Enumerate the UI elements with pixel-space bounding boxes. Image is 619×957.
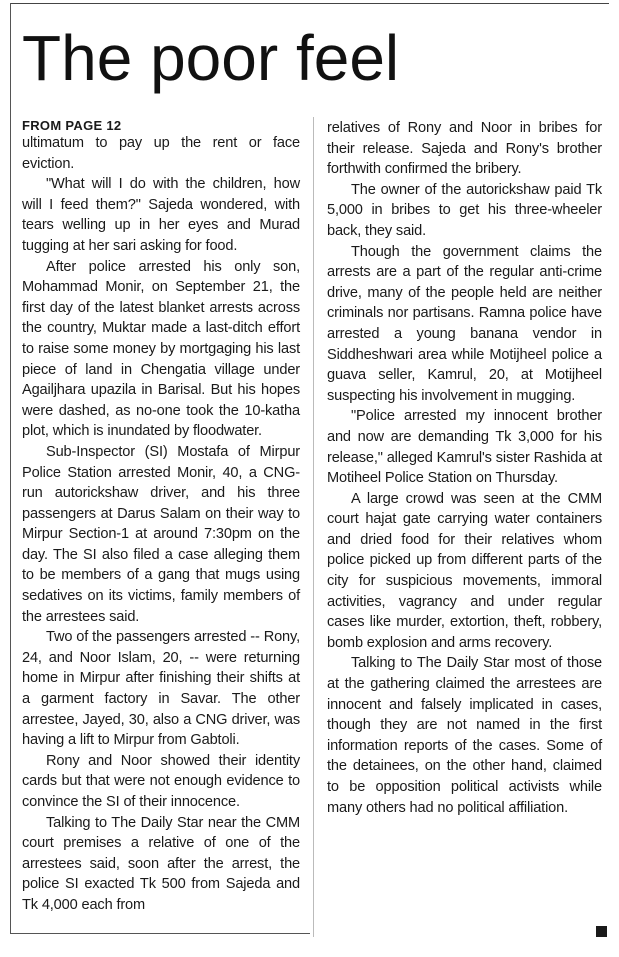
paragraph: ultimatum to pay up the rent or face eviction. [22,135,300,172]
headline: The poor feel [22,22,400,94]
paragraph: Two of the passengers arrested -- Rony, 24, and Noor Islam, 20, -- were returning home in Mirpur after finishing their shifts at a garment factory in Savar. The other arrestee, Jayed, 30, also a CNG driver, was having a lift to Mirpur from Gabtoli. [22,629,300,749]
paragraph: The owner of the autorickshaw paid Tk 5,000 in bribes to get his three-wheeler back, they said. [327,181,602,239]
paragraph: Sub-Inspector (SI) Mostafa of Mirpur Police Station arrested Monir, 40, a CNG-run autorickshaw driver, and his three passengers at Darus Salam on their way to Mirpur Section-1 at around 7:30pm on the day. The SI also filed a case alleging them to be members of a gang that mugs using sedatives on its victims, family members of the arrestees said. [22,443,300,625]
bottom-rule [10,933,310,934]
paragraph: "What will I do with the children, how will I feed them?" Sajeda wondered, with tears welling up in her eyes and Murad tugging at her sari asking for food. [22,176,300,254]
paragraph: Talking to The Daily Star most of those at the gathering claimed the arrestees are innocent and falsely implicated in cases, though they are not named in the first information reports of the cases. Some of the detainees, on the other hand, claimed to be opposition political activists while many others had no political affiliation. [327,655,602,816]
end-of-story-mark [596,926,607,937]
continuation-kicker: FROM PAGE 12 [22,118,122,133]
left-column [22,117,300,916]
paragraph: "Police arrested my innocent brother and now are demanding Tk 3,000 for his release," alleged Kamrul's sister Rashida at Motiheel Police Station on Thursday. [327,408,602,487]
column-divider [313,117,314,937]
paragraph: A large crowd was seen at the CMM court hajat gate carrying water containers and dried food for their relatives whom police picked up from different parts of the city for suspicious movements, immoral activities, vagrancy and under regular cases like murder, extortion, theft, robbery, bomb explosion and arms recovery. [327,490,602,651]
paragraph: Rony and Noor showed their identity cards but that were not enough evidence to convince the SI of their innocence. [22,752,300,810]
paragraph: Though the government claims the arrests are a part of the regular anti-crime drive, many of the people held are neither criminals nor partisans. Ramna police have arrested a young banana vendor in Siddheshwari area while Motijheel police a guava seller, Kamrul, 20, at Motijheel suspecting his involvement in mugging. [327,243,602,404]
left-rule [10,3,11,933]
right-column [327,118,602,818]
paragraph: Talking to The Daily Star near the CMM court premises a relative of one of the arrestees said, soon after the arrest, the police SI exacted Tk 500 from Sajeda and Tk 4,000 each from [22,814,300,913]
paragraph: After police arrested his only son, Mohammad Monir, on September 21, the first day of the latest blanket arrests across the country, Muktar made a last-ditch effort to raise some money by mortgaging his last piece of land in Chengatia village under Agailjhara upazila in Barisal. But his hopes were dashed, as no-one took the 10-katha plot, which is inundated by floodwater. [22,258,300,440]
paragraph: relatives of Rony and Noor in bribes for their release. Sajeda and Rony's brother forthwith confirmed the bribery. [327,120,602,178]
top-rule [10,3,609,4]
